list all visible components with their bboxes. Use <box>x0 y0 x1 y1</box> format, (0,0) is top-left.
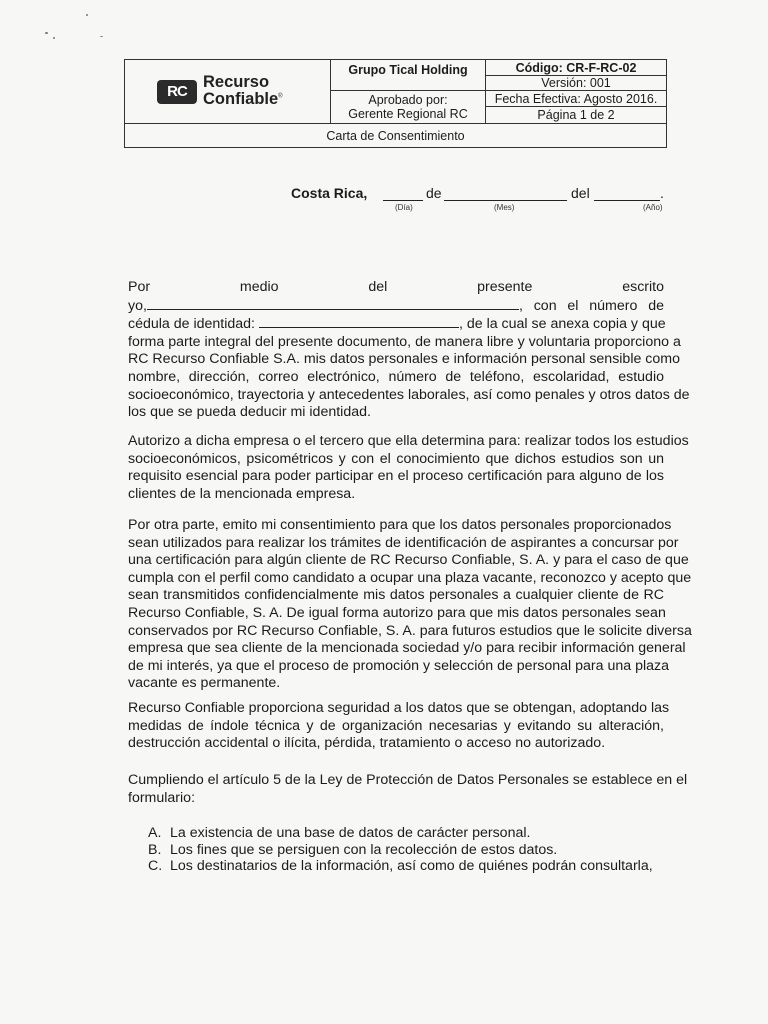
paragraph-4 <box>128 700 670 753</box>
list-text: Los fines que se persiguen con la recolección de estos datos. <box>170 841 558 858</box>
p1-line-id <box>128 315 664 334</box>
day-caption: (Día) <box>395 203 413 212</box>
logo-cell <box>125 60 331 123</box>
list-item <box>148 842 648 859</box>
p5-line: Cumpliendo el artículo 5 de la Ley de Protección de Datos Personales se establece en el <box>128 772 688 788</box>
scan-speck <box>45 32 48 34</box>
logo-text <box>203 74 283 107</box>
effective-date: Fecha Efectiva: Agosto 2016. <box>486 91 666 107</box>
day-field[interactable] <box>383 186 423 201</box>
p1-yo: yo, <box>128 297 147 314</box>
approved-label: Aprobado por: <box>368 93 448 107</box>
p3-line: Recurso Confiable, S. A. De igual forma autorizo para que mis datos personales sean <box>128 604 666 621</box>
logo-line-2: Confiable <box>203 89 279 108</box>
p3-line: una certificación para algún cliente de RC Recurso Confiable, S. A. y para el caso de que <box>128 552 689 569</box>
p2-line: socioeconómicos, psicométricos y con el conocimiento que dichos estudios son un <box>128 450 664 467</box>
p1-line: nombre, dirección, correo electrónico, número de teléfono, escolaridad, estudio <box>128 368 664 385</box>
list-marker: A. <box>148 825 162 841</box>
p1-anexa: , de la cual se anexa copia y que <box>458 316 666 333</box>
header-table <box>124 59 667 148</box>
p2-line: requisito esencial para poder participar en el proceso certificación para alguno de los <box>128 468 664 485</box>
p3-line: empresa que sea cliente de la mencionada sociedad y/o para recibir información general <box>128 640 686 657</box>
group-name: Grupo Tical Holding <box>331 60 486 91</box>
p4-line: medidas de índole técnica y de organización necesarias y evitando su alteración, <box>128 717 664 734</box>
year-field[interactable] <box>594 186 660 201</box>
p2-line: Autorizo a dicha empresa o el tercero que ella determina para: realizar todos los estudios <box>128 433 689 449</box>
p4-line: Recurso Confiable proporciona seguridad a los datos que se obtengan, adoptando las <box>128 700 670 716</box>
p3-line: cumpla con el perfil como candidato a ocupar una plaza vacante, reconozco y acepto que <box>128 569 692 586</box>
scan-speck <box>100 36 103 37</box>
p2-line: clientes de la mencionada empresa. <box>128 485 356 502</box>
location-label: Costa Rica, <box>291 185 368 201</box>
p1-line: RC Recurso Confiable S.A. mis datos personales e información personal sensible como <box>128 351 681 368</box>
registered-mark-icon: ® <box>278 93 283 99</box>
list-marker: C. <box>148 858 163 874</box>
p3-line: de mi interés, ya que el proceso de promoción y selección de personal para una plaza <box>128 657 670 674</box>
p4-line: destrucción accidental o ilícita, pérdida, tratamiento o acceso no autorizado. <box>128 735 606 752</box>
p3-line: sean transmitidos confidencialmente mis datos personales a cualquier cliente de RC <box>128 587 664 604</box>
document-code: Código: CR-F-RC-02 <box>486 60 666 76</box>
paragraph-1 <box>128 279 690 422</box>
full-name-field[interactable] <box>147 297 519 310</box>
location-del: del <box>571 185 590 201</box>
year-caption: (Año) <box>643 203 663 212</box>
approved-by-cell <box>331 91 486 123</box>
scan-speck <box>86 14 88 16</box>
location-period: . <box>660 185 664 201</box>
p1-line: los que se pueda deducir mi identidad. <box>128 404 371 421</box>
list-text: Los destinatarios de la información, así como de quiénes podrán consultarla, <box>170 858 653 874</box>
month-field[interactable] <box>444 186 567 201</box>
p3-line: Por otra parte, emito mi consentimiento para que los datos personales proporcionados <box>128 517 672 533</box>
p3-line: vacante es permanente. <box>128 675 281 692</box>
p1-cedula: cédula de identidad: <box>128 316 256 333</box>
p1-line: socioeconómico, trayectoria y antecedentes laborales, así como penales y otros datos de <box>128 386 690 403</box>
scan-speck <box>53 37 55 39</box>
paragraph-5 <box>128 772 688 807</box>
p1-line-name <box>128 297 664 316</box>
rc-logo-icon: RC <box>157 80 197 104</box>
document-version: Versión: 001 <box>486 76 666 91</box>
paragraph-2 <box>128 433 689 503</box>
paragraph-3 <box>128 517 692 693</box>
list-marker: B. <box>148 841 162 858</box>
logo-line-1: Recurso <box>203 73 270 91</box>
id-number-field[interactable] <box>259 315 459 328</box>
approved-by: Gerente Regional RC <box>348 107 468 122</box>
month-caption: (Mes) <box>494 203 515 212</box>
list-item <box>148 825 648 842</box>
list-text: La existencia de una base de datos de carácter personal. <box>170 825 531 841</box>
p1-line: Por medio del presente escrito <box>128 279 664 295</box>
p1-line: forma parte integral del presente documento, de manera libre y voluntaria proporciono a <box>128 333 681 350</box>
p5-line: formulario: <box>128 789 196 806</box>
location-de: de <box>426 185 442 201</box>
p1-numero: , con el número de <box>518 297 664 314</box>
requirements-list <box>148 825 653 875</box>
list-item <box>148 858 653 875</box>
document-title: Carta de Consentimiento <box>125 123 666 147</box>
p3-line: conservados por RC Recurso Confiable, S. A. para futuros estudios que le solicite diversa <box>128 622 692 639</box>
p3-line: sean utilizados para realizar los trámites de identificación de aspirantes a concursar por <box>128 534 679 551</box>
page-number: Página 1 de 2 <box>537 108 615 122</box>
